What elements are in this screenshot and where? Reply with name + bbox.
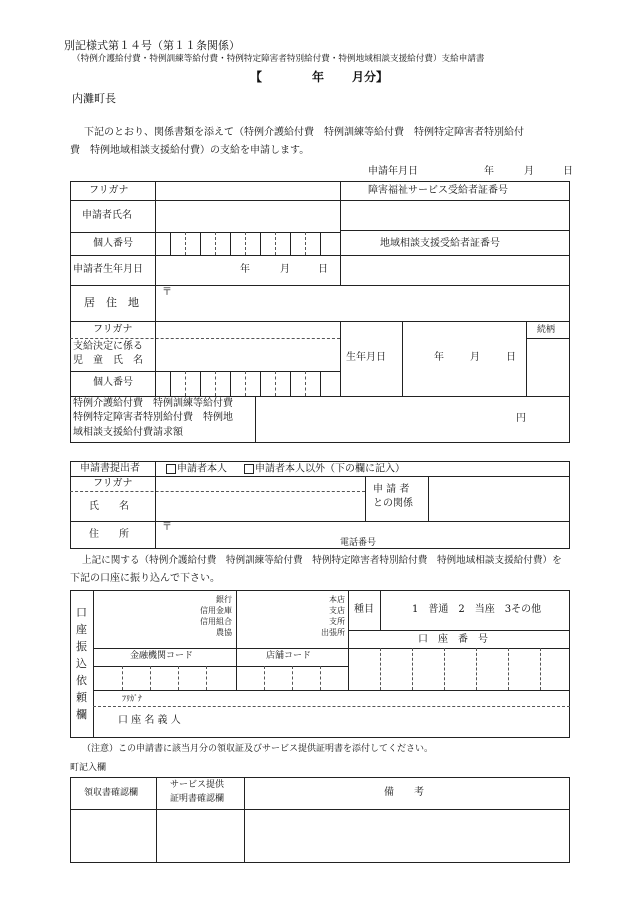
submitter-name-label: 氏 名 bbox=[89, 501, 129, 512]
birth-year: 年 bbox=[240, 264, 250, 275]
side-char-3: 振 bbox=[76, 640, 87, 653]
claim-label-1: 特例介護給付費 特例訓練等給付費 bbox=[73, 398, 233, 409]
side-char-7: 欄 bbox=[76, 708, 87, 721]
application-date-day: 日 bbox=[563, 166, 573, 177]
branch-type-list bbox=[300, 594, 345, 638]
submitter-relation-label-1: 申 請 者 bbox=[373, 484, 410, 495]
submitter-name-field[interactable] bbox=[156, 492, 364, 520]
address-field[interactable] bbox=[156, 286, 569, 320]
address-label: 居 住 地 bbox=[84, 296, 139, 309]
submitter-phone-label: 電話番号 bbox=[340, 538, 377, 548]
period-year: 年 bbox=[312, 70, 325, 84]
side-char-1: 口 bbox=[76, 606, 87, 619]
child-birth-month: 月 bbox=[470, 352, 480, 363]
submitter-relation-field[interactable] bbox=[429, 477, 569, 520]
intro-line-1: 下記のとおり、関係書類を添えて（特例介護給付費 特例訓練等給付費 特例特定障害者特別給付 bbox=[84, 127, 524, 138]
applicant-personal-no-label: 個人番号 bbox=[93, 238, 133, 249]
consult-cert-no-field[interactable] bbox=[341, 256, 569, 284]
submitter-self-text: 申請者本人 bbox=[177, 463, 227, 475]
birth-day: 日 bbox=[318, 264, 328, 275]
holder-kana-label: ﾌﾘｶﾞﾅ bbox=[122, 694, 142, 703]
remarks-label: 備 考 bbox=[384, 787, 424, 798]
service-cert-no-label: 障害福祉サービス受給者証番号 bbox=[368, 185, 508, 196]
transfer-note-1: 上記に関する（特例介護給付費 特例訓練等給付費 特例特定障害者特別給付費 特例地域相談支援給付費）を bbox=[82, 555, 562, 566]
branch-type-main: 本店 bbox=[329, 595, 345, 604]
child-birth-day: 日 bbox=[506, 352, 516, 363]
period-open-bracket: 【 bbox=[250, 70, 263, 84]
branch-code-label: 店舗コード bbox=[266, 651, 312, 661]
submitter-address-label: 住 所 bbox=[89, 529, 129, 540]
bank-code-label: 金融機関コード bbox=[130, 651, 194, 661]
applicant-name-label: 申請者氏名 bbox=[82, 210, 132, 221]
relation-label: 続柄 bbox=[537, 325, 556, 335]
account-kind-options[interactable]: 1 普通 2 当座 3その他 bbox=[412, 604, 542, 615]
claim-label-3: 域相談支援給付費請求額 bbox=[73, 427, 183, 438]
town-section-title: 町記入欄 bbox=[70, 763, 107, 773]
account-holder-label: 口 座 名 義 人 bbox=[118, 715, 181, 726]
branch-type-outpost: 出張所 bbox=[321, 628, 345, 637]
submitter-other-option bbox=[244, 464, 405, 475]
form-subtitle: （特例介護給付費・特例訓練等給付費・特例特定障害者特別給付費・特例地域相談支援給付費）支給申請書 bbox=[72, 54, 485, 64]
child-birth-year: 年 bbox=[434, 352, 444, 363]
branch-type-branch: 支店 bbox=[329, 606, 345, 615]
bank-type-shinkin: 信用金庫 bbox=[200, 606, 232, 615]
account-holder-field[interactable] bbox=[237, 707, 569, 737]
claim-yen-unit: 円 bbox=[516, 413, 526, 424]
address-postal-mark: 〒 bbox=[162, 287, 172, 298]
period-month: 月分】 bbox=[352, 70, 389, 84]
bank-type-noukyo: 農協 bbox=[216, 628, 232, 637]
application-date-month: 月 bbox=[524, 166, 534, 177]
submitter-self-option bbox=[166, 464, 227, 475]
application-date-label: 申請年月日 bbox=[368, 166, 418, 177]
receipt-check-label: 領収書確認欄 bbox=[84, 788, 139, 798]
child-birth-label: 生年月日 bbox=[346, 352, 386, 363]
side-char-6: 頼 bbox=[76, 691, 87, 704]
service-cert-check-label-1: サービス提供 bbox=[170, 780, 225, 790]
branch-name-field[interactable] bbox=[237, 591, 299, 647]
service-cert-no-field[interactable] bbox=[341, 201, 569, 229]
submitter-postal-mark: 〒 bbox=[162, 522, 172, 533]
side-char-4: 込 bbox=[76, 657, 87, 670]
submitter-self-checkbox[interactable] bbox=[166, 464, 176, 474]
intro-line-2: 費 特例地域相談支援給付費）の支給を申請します。 bbox=[70, 145, 310, 156]
town-use-table bbox=[70, 777, 570, 863]
consult-cert-no-label: 地域相談支援受給者証番号 bbox=[380, 238, 500, 249]
account-number-label: 口 座 番 号 bbox=[418, 634, 488, 645]
claim-label-2: 特例特定障害者特別給付費 特例地 bbox=[73, 412, 233, 423]
submitter-other-text: 申請者本人以外（下の欄に記入） bbox=[255, 463, 405, 475]
side-char-5: 依 bbox=[76, 674, 87, 687]
child-name-label-2: 児 童 氏 名 bbox=[73, 355, 143, 366]
child-name-label-1: 支給決定に係る bbox=[73, 341, 143, 352]
birth-month: 月 bbox=[280, 264, 290, 275]
side-char-2: 座 bbox=[76, 623, 87, 636]
child-furigana-label: フリガナ bbox=[93, 324, 133, 335]
submitter-label: 申請書提出者 bbox=[80, 463, 140, 474]
applicant-furigana-label: フリガナ bbox=[89, 185, 129, 196]
bank-type-bank: 銀行 bbox=[216, 595, 232, 604]
submitter-other-checkbox[interactable] bbox=[244, 464, 254, 474]
attachment-note: （注意）この申請書に該当月分の領収証及びサービス提供証明書を添付してください。 bbox=[82, 744, 434, 754]
applicant-birthdate-label: 申請者生年月日 bbox=[73, 264, 143, 275]
applicant-name-field[interactable] bbox=[156, 201, 339, 231]
bank-type-kumiai: 信用組合 bbox=[200, 617, 232, 626]
branch-type-office: 支所 bbox=[329, 617, 345, 626]
form-number: 別記様式第１４号（第１１条関係） bbox=[64, 39, 240, 52]
service-cert-check-label-2: 証明書確認欄 bbox=[170, 794, 225, 804]
account-kind-label: 種目 bbox=[354, 604, 374, 615]
bank-type-list bbox=[180, 594, 232, 638]
bank-name-field[interactable] bbox=[94, 591, 180, 647]
application-date-year: 年 bbox=[484, 166, 494, 177]
addressee: 内灘町長 bbox=[72, 92, 116, 105]
child-name-field[interactable] bbox=[156, 339, 339, 370]
submitter-relation-label-2: との関係 bbox=[373, 498, 413, 509]
transfer-note-2: 下記の口座に振り込んで下さい。 bbox=[70, 573, 220, 584]
submitter-furigana-label: フリガナ bbox=[93, 478, 133, 489]
child-personal-no-label: 個人番号 bbox=[93, 377, 133, 388]
